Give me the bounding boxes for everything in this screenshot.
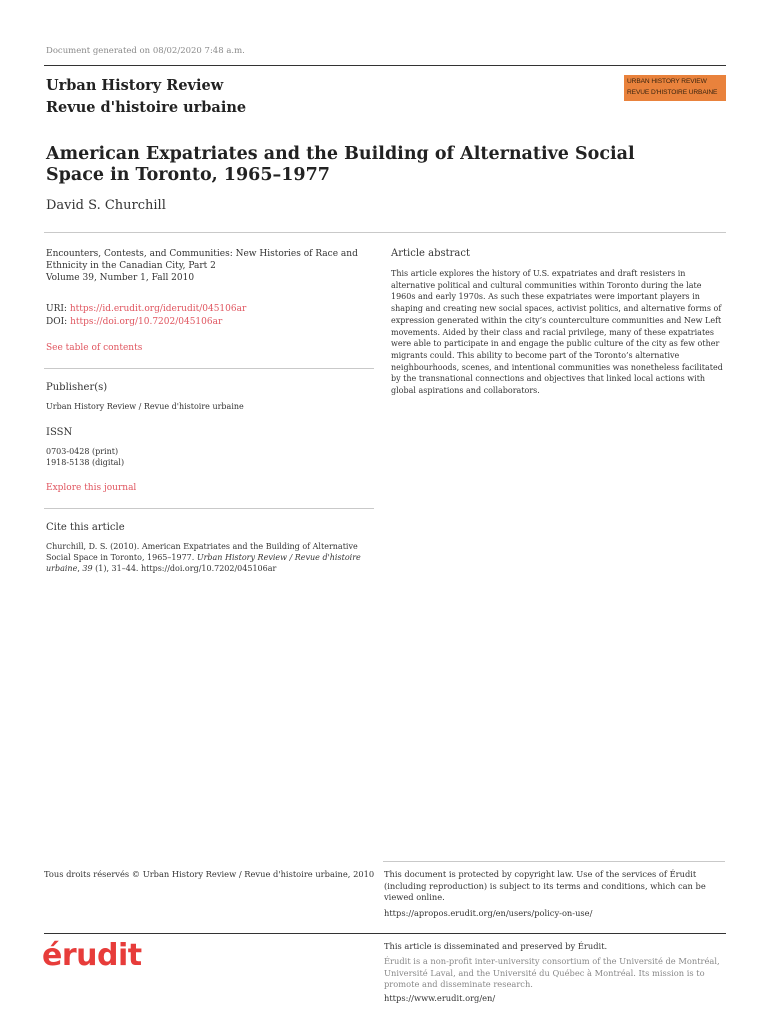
erudit-logo[interactable]: érudit [42,938,142,973]
citation-text [46,542,376,574]
citation-line2 [46,553,376,564]
issue-line2: Ethnicity in the Canadian City, Part 2 [46,261,216,271]
journal-logo[interactable] [624,75,726,101]
journal-logo-line2: REVUE D'HISTOIRE URBAINE [627,89,718,96]
erudit-link[interactable]: https://www.erudit.org/en/ [384,993,496,1003]
citation-line2-a: Social Space in Toronto, 1965–1977. [46,552,197,562]
table-of-contents-link[interactable]: See table of contents [46,343,143,353]
publisher-name: Urban History Review / Revue d'histoire urbaine [46,402,244,411]
header-divider [44,65,726,66]
journal-name-fr: Revue d'histoire urbaine [46,99,247,116]
cite-heading: Cite this article [46,522,125,533]
publisher-heading: Publisher(s) [46,382,108,393]
issue-line3: Volume 39, Number 1, Fall 2010 [46,273,195,283]
disseminated-text: This article is disseminated and preserved by Érudit. [384,941,608,951]
uri-label: URI: [46,304,67,314]
article-title [46,144,646,186]
title-divider [44,232,726,233]
uri-link[interactable]: https://id.erudit.org/iderudit/045106ar [69,304,247,314]
explore-journal-link[interactable]: Explore this journal [46,483,137,493]
citation-line3-journal: urbaine [46,563,78,573]
citation-line2-journal: Urban History Review / Revue d'histoire [196,552,361,562]
doi-row [46,316,222,328]
uri-row [46,303,246,315]
issue-info [46,248,376,284]
article-title-line2: Space in Toronto, 1965–1977 [46,165,330,185]
issn-heading: ISSN [46,427,73,438]
citation-line3-rest: (1), 31–44. https://doi.org/10.7202/045106ar [92,563,277,573]
citation-line3-sep: , [77,563,83,573]
article-author: David S. Churchill [46,198,166,213]
consortium-text: Érudit is a non-profit inter-university consortium of the Université de Montréal, Université Laval, and the Université du Québec à Montréal. Its mission is to promote and disseminate research. [384,956,720,989]
citation-line1: Churchill, D. S. (2010). American Expatriates and the Building of Alternative [46,542,358,551]
doi-link[interactable]: https://doi.org/10.7202/045106ar [70,317,223,327]
left-divider-2 [44,508,374,509]
journal-logo-line1: URBAN HISTORY REVIEW [627,78,707,85]
abstract-heading: Article abstract [391,248,470,259]
doi-label: DOI: [46,317,68,327]
generated-timestamp: Document generated on 08/02/2020 7:48 a.m. [46,46,245,56]
policy-link[interactable]: https://apropos.erudit.org/en/users/policy-on-use/ [384,908,593,918]
citation-line3 [46,564,376,575]
left-divider-1 [44,368,374,369]
rights-text: Tous droits réservés © Urban History Review / Revue d'histoire urbaine, 2010 [44,869,375,879]
citation-volume: 39 [82,563,93,573]
footer-divider-right [383,861,725,862]
copyright-text: This document is protected by copyright law. Use of the services of Érudit (including reproduction) is subject to its terms and conditions, which can be viewed online. [384,869,706,902]
article-title-line1: American Expatriates and the Building of Alternative Social [46,144,635,164]
footer-divider [44,933,726,934]
abstract-text: This article explores the history of U.S. expatriates and draft resisters in alternative political and cultural communities within Toronto during the late 1960s and early 1970s. As such these expatriates were important players in shaping and creating new social spaces, activist politics, and alternative forms of expression generated within the city’s counterculture communities and New Left movements. Aided by their class and racial privilege, many of these expatriates were able to participate in and engage the public culture of the city as few other migrants could. This ability to become part of the Toronto’s alternative neighbourhoods, scenes, and intentional communities was nonetheless facilitated by the transnational connections and objectives that linked local actions with global aspirations and collaborators. [391,269,723,396]
issue-line1: Encounters, Contests, and Communities: New Histories of Race and [46,249,358,259]
journal-name-en: Urban History Review [46,77,224,94]
issn-digital: 1918-5138 (digital) [46,458,125,467]
issn-print: 0703-0428 (print) [46,447,119,456]
